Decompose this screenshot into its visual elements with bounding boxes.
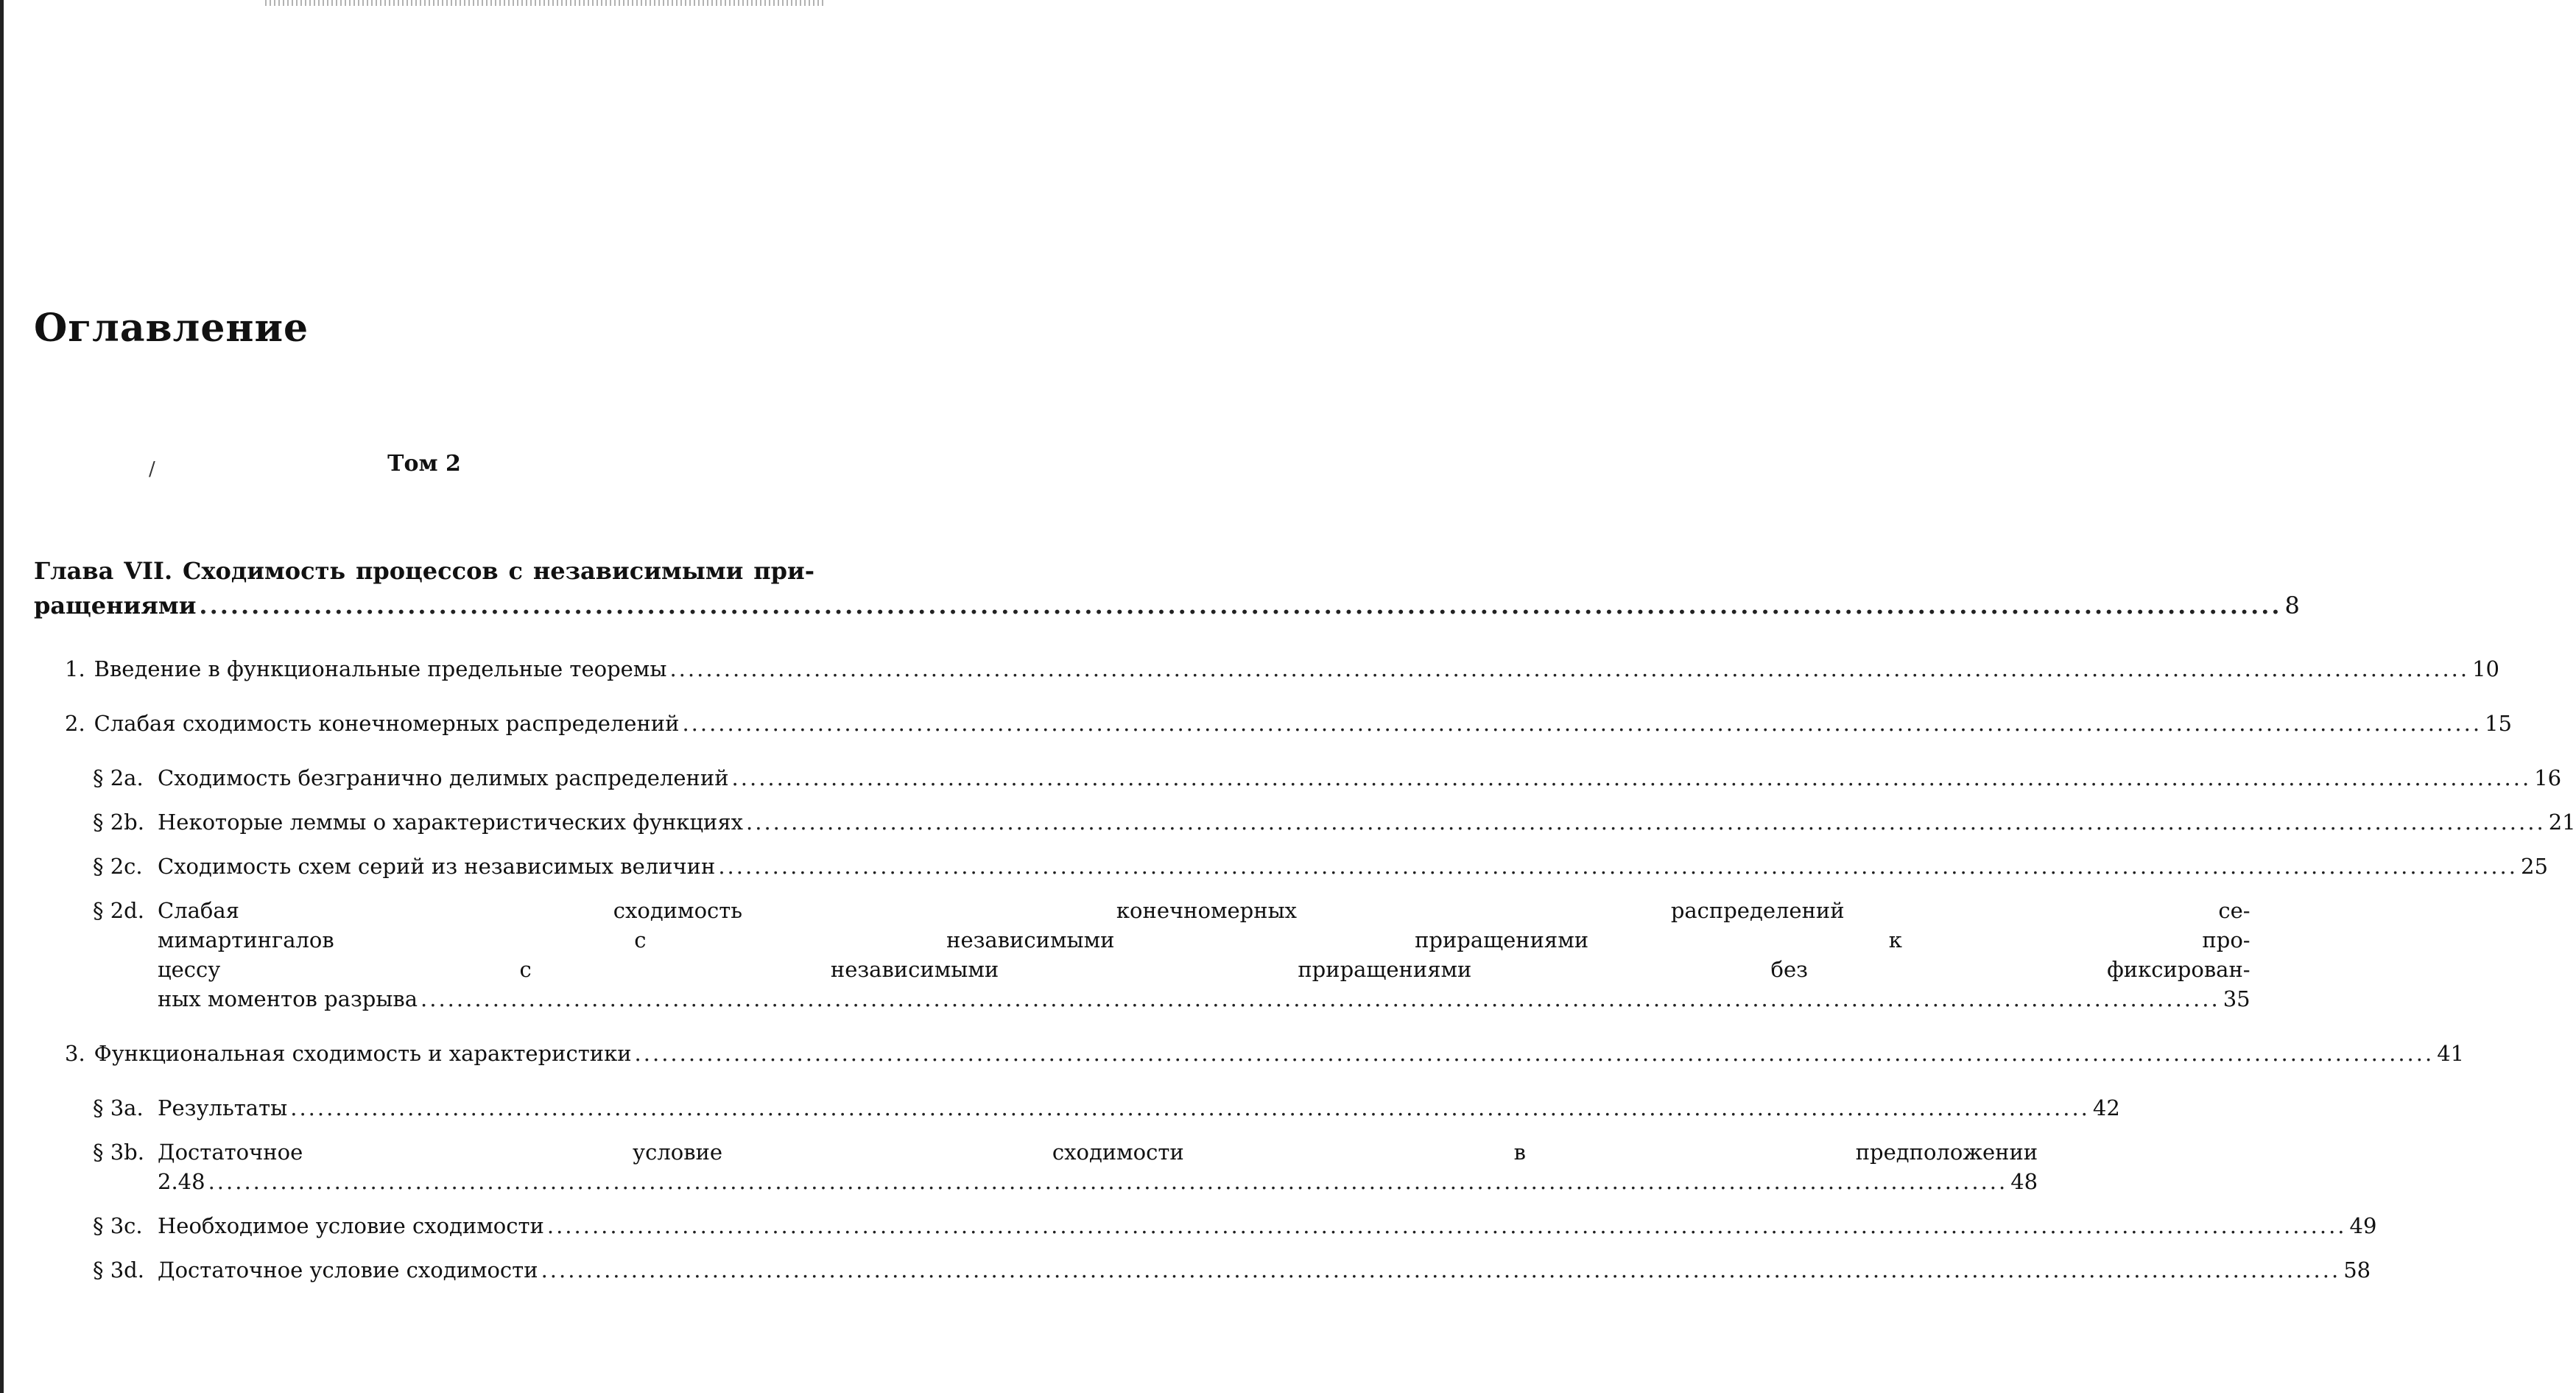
page-number: 49 [2349,1213,2377,1238]
subsection-title: Необходимое условие сходимости [158,1213,544,1238]
toc-subsection-3a[interactable] [34,1093,2120,1123]
subsection-number: § 2b. [93,810,144,835]
subsection-title: Сходимость схем серий из независимых величин [158,854,716,879]
toc-subsection-2a[interactable] [34,763,2562,793]
subsection-number: § 2c. [93,854,143,879]
chapter-line-1 [34,554,814,589]
toc-subsection-3d[interactable] [34,1255,2371,1285]
chapter-title-line2: ращениями [34,592,197,620]
chapter-line-2 [34,589,2300,623]
chapter-title: Сходимость процессов с независимыми при- [182,557,815,585]
toc-chapter-7[interactable] [34,554,2300,623]
page-number: 10 [2472,656,2500,681]
table-of-contents [34,554,2576,1285]
dot-leader [208,1167,2008,1196]
section-number: 3. [65,1041,85,1066]
dot-leader [420,984,2220,1014]
page-number: 25 [2521,854,2548,879]
subsection-number: § 3a. [93,1095,144,1120]
dot-leader [669,654,2469,684]
page-number: 41 [2437,1041,2465,1066]
subsection-title: Сходимость безгранично делимых распределений [158,765,729,790]
subsection-title-line: Достаточное условие сходимости в предположении [158,1140,2038,1165]
dot-leader [541,1255,2341,1285]
section-title: Слабая сходимость конечномерных распределений [94,711,680,736]
subsection-title: Результаты [158,1095,288,1120]
page-number: 21 [2548,810,2576,835]
subsection-number: § 3d. [93,1257,144,1283]
chapter-label: Глава VII. [34,557,173,585]
page-number: 42 [2092,1095,2120,1120]
scan-edge [0,0,4,1393]
subsection-title: Некоторые леммы о характеристических функциях [158,810,744,835]
dot-leader [732,763,2532,793]
dot-leader [635,1039,2435,1068]
subsection-number: § 2d. [93,898,144,923]
subsection-number: § 3c. [93,1213,143,1238]
section-number: 2. [65,711,85,736]
toc-section-3[interactable] [34,1039,2465,1068]
toc-subsection-2c[interactable] [34,852,2548,881]
toc-subsection-3b[interactable] [34,1137,2038,1196]
page-number: 8 [2284,592,2300,620]
dot-leader [547,1211,2347,1241]
subsection-number: § 3b. [93,1140,144,1165]
subsection-number: § 2a. [93,765,144,790]
section-title: Функциональная сходимость и характеристики [94,1041,632,1066]
section-number: 1. [65,656,85,681]
stray-mark: / [149,458,155,480]
toc-subsection-2d[interactable] [34,896,2251,1014]
subsection-title-line: 2.48 [158,1169,205,1194]
subsection-title-line: мимартингалов с независимыми приращениями к про- [158,927,2251,952]
page-number: 58 [2343,1257,2371,1283]
volume-heading: Том 2 [387,451,461,477]
subsection-title-line: ных моментов разрыва [158,986,418,1011]
scan-noise [265,0,825,6]
dot-leader [718,852,2518,881]
chapter-title-line1 [34,554,814,589]
toc-section-1[interactable] [34,654,2500,684]
page-number: 35 [2223,986,2251,1011]
subsection-title: Достаточное условие сходимости [158,1257,538,1283]
toc-section-2[interactable] [34,709,2512,738]
page-number: 48 [2010,1169,2038,1194]
subsection-title-line: Слабая сходимость конечномерных распределений се- [158,898,2251,923]
dot-leader [290,1093,2090,1123]
page-number: 15 [2485,711,2512,736]
toc-subsection-2b[interactable] [34,807,2576,837]
dot-leader [682,709,2482,738]
subsection-title-line: цессу с независимыми приращениями без фиксирован- [158,957,2251,982]
section-title: Введение в функциональные предельные теоремы [94,656,667,681]
toc-subsection-3c[interactable] [34,1211,2377,1241]
page-number: 16 [2534,765,2562,790]
page-title: Оглавление [34,306,309,351]
dot-leader [199,589,2281,623]
dot-leader [746,807,2546,837]
